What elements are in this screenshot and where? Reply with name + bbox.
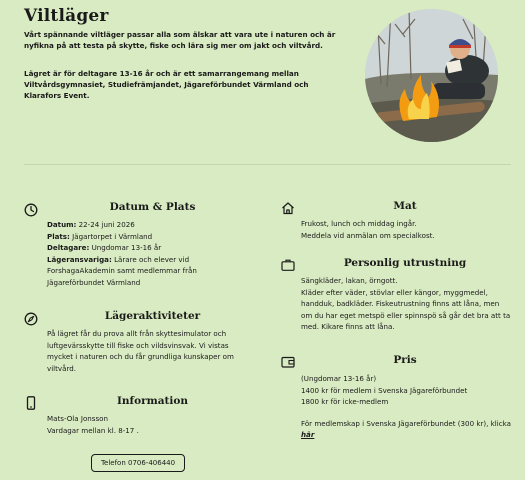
date-value: 22-24 juni 2026 <box>78 220 135 229</box>
activities-body <box>47 328 252 374</box>
intro-text: Vårt spännande viltläger passar alla som älskar att vara ute i naturen och är nyfikna på att testa på skytte, fiske och lära sig mer om jakt och viltvård. <box>24 30 336 50</box>
date-place-body <box>47 219 262 289</box>
price-title: Pris <box>393 354 417 366</box>
price-non-member: 1800 kr för icke-medlem <box>301 397 389 407</box>
activities-title: Lägeraktiviteter <box>104 310 201 322</box>
information-title: Information <box>117 395 188 407</box>
clock-icon <box>24 203 38 217</box>
phone-button[interactable]: Telefon 0706-406440 <box>91 454 185 472</box>
food-line-1: Frukost, lunch och middag ingår. <box>301 219 417 228</box>
contact-name: Mats-Ola Jonsson <box>47 414 109 423</box>
place-value: Jägartorpet i Värmland <box>72 231 153 241</box>
food-title: Mat <box>393 200 417 212</box>
section-divider <box>24 164 511 165</box>
food-body <box>301 218 511 241</box>
mobile-phone-icon <box>24 396 38 410</box>
leaders-label: Lägeransvariga: <box>47 254 112 264</box>
date-label: Datum: <box>47 220 77 229</box>
food-line-2: Meddela vid anmälan om specialkost. <box>301 230 435 240</box>
contact-hours: Vardagar mellan kl. 8-17 . <box>47 425 139 435</box>
leaders-value: Lärare och elever vid ForshagaAkademin samt medlemmar från Jägareförbundet Värmland <box>47 254 197 287</box>
membership-text: För medlemskap i Svenska Jägareförbundet (300 kr), klicka <box>301 418 511 428</box>
participants-label: Deltagare: <box>47 243 90 253</box>
hero-photo <box>365 9 498 142</box>
equipment-line-1: Sängkläder, lakan, örngott. <box>301 276 398 285</box>
home-icon <box>281 201 295 215</box>
briefcase-icon <box>281 258 295 272</box>
place-label: Plats: <box>47 231 70 241</box>
equipment-title: Personlig utrustning <box>343 257 467 269</box>
price-body <box>301 373 511 441</box>
membership-link[interactable]: här <box>301 430 315 440</box>
page-title: Viltläger <box>24 6 109 26</box>
information-body <box>47 413 247 436</box>
equipment-body <box>301 275 511 333</box>
intro-text-organizers: Lägret är för deltagare 13-16 år och är ett samarrangemang mellan Viltvårdsgymnasiet, Studiefrämjandet, Jägareförbundet Värmland och Klarafors Event. <box>24 69 309 100</box>
participants-value: Ungdomar 13-16 år <box>91 243 162 253</box>
equipment-line-2: Kläder efter väder, stövlar eller kängor, myggmedel, handduk, badkläder. Fiskeutrustning finns att låna, men om du har eget metspö eller spinnspö så går det bra att ta med. Kikare finns att låna. <box>301 287 511 332</box>
campfire-illustration <box>365 9 498 142</box>
date-place-title: Datum & Plats <box>109 201 196 213</box>
activities-text: På lägret får du prova allt från skyttesimulator och luftgevärsskytte till fiske och vildsvinsvak. Vi vistas mycket i naturen och du får grundliga kunskaper om viltvård. <box>47 329 234 373</box>
price-member: 1400 kr för medlem i Svenska Jägareförbundet <box>301 385 468 395</box>
compass-icon <box>24 312 38 326</box>
price-age: (Ungdomar 13-16 år) <box>301 374 377 383</box>
wallet-icon <box>281 355 295 369</box>
